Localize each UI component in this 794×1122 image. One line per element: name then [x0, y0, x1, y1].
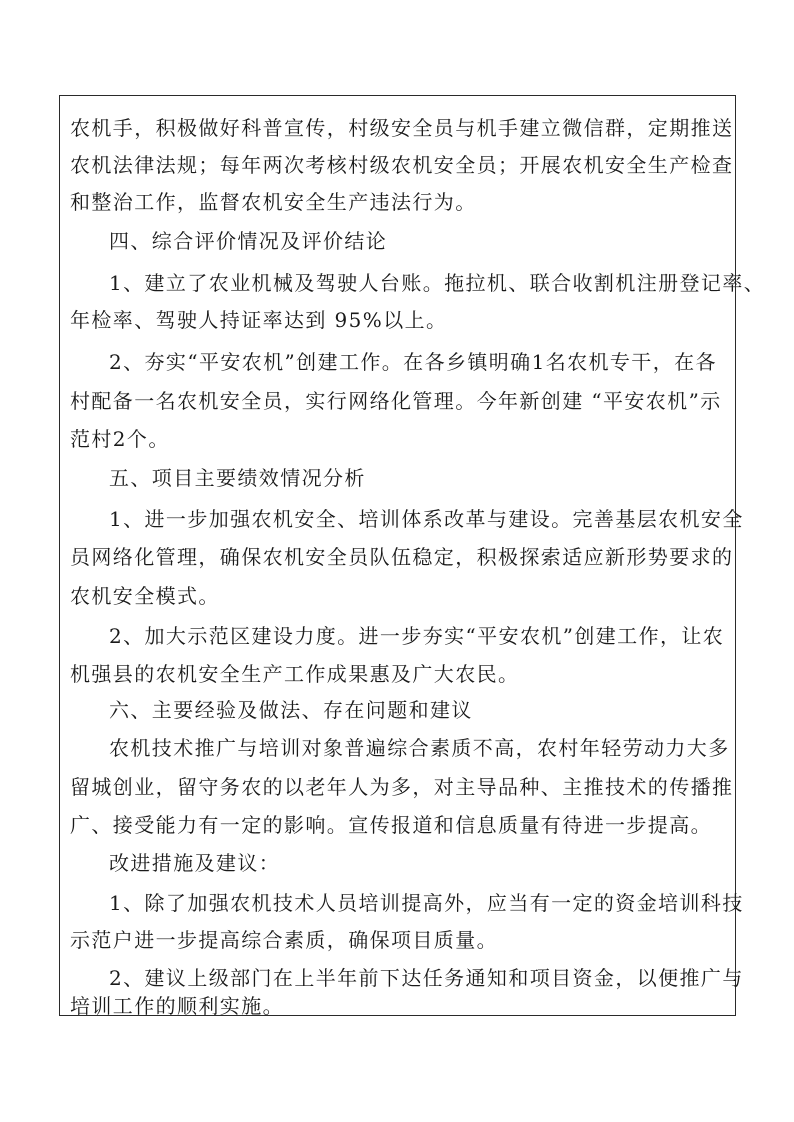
text-line: 年检率、驾驶人持证率达到 95%以上。: [70, 308, 448, 332]
text-line: 机强县的农机安全生产工作成果惠及广大农民。: [70, 662, 520, 686]
text-line: 留城创业，留守务农的以老年人为多，对主导品种、主推技术的传播推: [70, 775, 734, 799]
section-heading-4: 四、综合评价情况及评价结论: [109, 229, 388, 253]
text-line: 员网络化管理，确保农机安全员队伍稳定，积极探索适应新形势要求的: [70, 545, 734, 569]
text-line: 2、加大示范区建设力度。进一步夯实“平安农机”创建工作，让农: [109, 624, 725, 648]
section-heading-6: 六、主要经验及做法、存在问题和建议: [109, 698, 473, 722]
text-line: 范村2个。: [70, 427, 170, 451]
text-line: 农机技术推广与培训对象普遍综合素质不高，农村年轻劳动力大多: [109, 736, 730, 760]
text-line: 2、夯实“平安农机”创建工作。在各乡镇明确1名农机专干，在各: [109, 350, 717, 374]
text-line: 农机安全模式。: [70, 584, 220, 608]
text-line: 示范户进一步提高综合素质，确保项目质量。: [70, 928, 498, 952]
text-line: 1、建立了农业机械及驾驶人台账。拖拉机、联合收割机注册登记率、: [109, 271, 766, 295]
text-line: 培训工作的顺利实施。: [70, 994, 284, 1018]
text-line: 2、建议上级部门在上半年前下达任务通知和项目资金，以便推广与: [109, 966, 744, 990]
section-heading-5: 五、项目主要绩效情况分析: [109, 466, 366, 490]
document-frame: [59, 95, 766, 1018]
text-line: 和整治工作，监督农机安全生产违法行为。: [70, 190, 477, 214]
text-line: 村配备一名农机安全员，实行网络化管理。今年新创建 “平安农机”示: [70, 389, 722, 413]
text-line: 广、接受能力有一定的影响。宣传报道和信息质量有待进一步提高。: [70, 813, 712, 837]
text-line: 农机手，积极做好科普宣传，村级安全员与机手建立微信群，定期推送: [70, 116, 734, 140]
text-line: 1、进一步加强农机安全、培训体系改革与建设。完善基层农机安全: [109, 507, 744, 531]
text-line: 1、除了加强农机技术人员培训提高外，应当有一定的资金培训科技: [109, 891, 744, 915]
subheading: 改进措施及建议：: [109, 851, 281, 875]
text-line: 农机法律法规；每年两次考核村级农机安全员；开展农机安全生产检查: [70, 153, 734, 177]
